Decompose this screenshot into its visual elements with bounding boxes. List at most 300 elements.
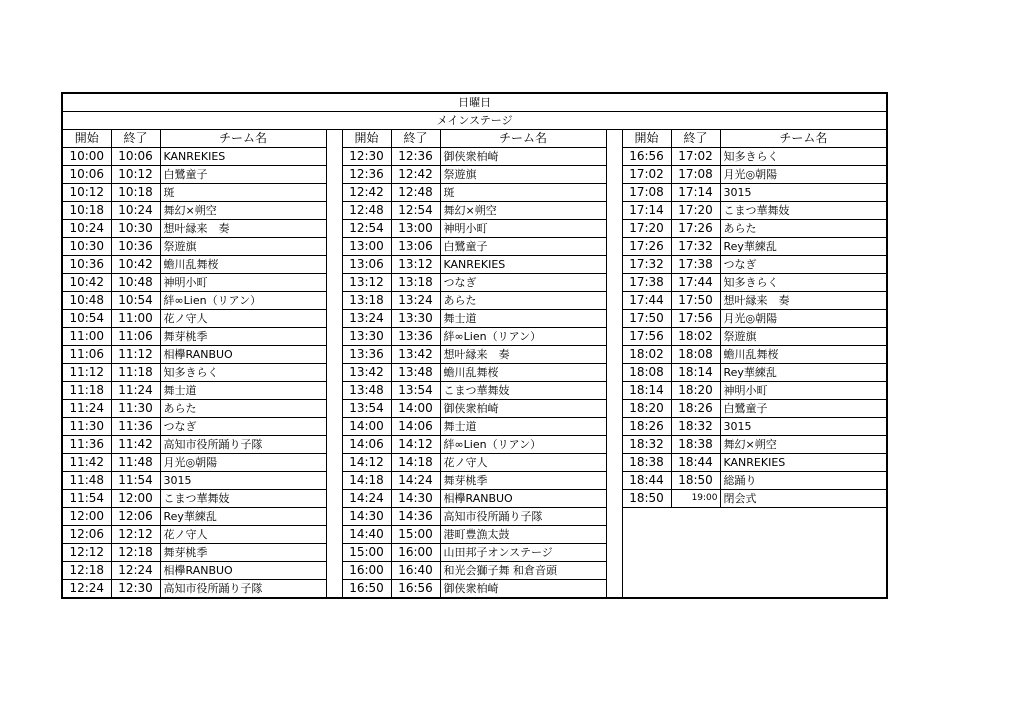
header-end: 終了 (391, 130, 440, 148)
end-time: 11:42 (111, 436, 160, 454)
team-name: こまつ華舞妓 (160, 490, 326, 508)
end-time: 10:42 (111, 256, 160, 274)
team-name: 舞幻×朔空 (720, 436, 887, 454)
start-time: 18:44 (622, 472, 671, 490)
team-name: 舞士道 (160, 382, 326, 400)
column-gap (326, 436, 342, 454)
start-time: 11:06 (62, 346, 111, 364)
team-name: 舞幻×朔空 (440, 202, 606, 220)
end-time: 11:00 (111, 310, 160, 328)
end-time: 18:20 (671, 382, 720, 400)
team-name: 知多きらく (160, 364, 326, 382)
column-gap (326, 256, 342, 274)
end-time: 13:06 (391, 238, 440, 256)
team-name: 相欅RANBUO (160, 346, 326, 364)
start-time: 11:36 (62, 436, 111, 454)
column-gap (326, 328, 342, 346)
end-time: 18:26 (671, 400, 720, 418)
team-name: 御侠衆柏崎 (440, 400, 606, 418)
header-start: 開始 (62, 130, 111, 148)
column-gap (606, 472, 622, 490)
column-gap (606, 418, 622, 436)
team-name: 3015 (720, 184, 887, 202)
start-time: 14:40 (342, 526, 391, 544)
column-gap (606, 148, 622, 166)
empty-cell (622, 562, 887, 580)
start-time: 12:00 (62, 508, 111, 526)
start-time: 10:48 (62, 292, 111, 310)
column-gap (606, 508, 622, 526)
start-time: 17:08 (622, 184, 671, 202)
start-time: 13:48 (342, 382, 391, 400)
start-time: 12:36 (342, 166, 391, 184)
team-name: 白鷺童子 (160, 166, 326, 184)
column-gap (606, 238, 622, 256)
column-gap (606, 328, 622, 346)
table-row (62, 562, 887, 580)
end-time: 14:12 (391, 436, 440, 454)
column-gap (326, 580, 342, 599)
stage-title: メインステージ (62, 112, 887, 130)
team-name: 蟾川乱舞桜 (440, 364, 606, 382)
column-gap (326, 418, 342, 436)
day-title-row (62, 93, 887, 112)
start-time: 17:02 (622, 166, 671, 184)
start-time: 17:38 (622, 274, 671, 292)
start-time: 14:30 (342, 508, 391, 526)
column-gap (326, 454, 342, 472)
column-gap (326, 526, 342, 544)
team-name: KANREKIES (160, 148, 326, 166)
table-row (62, 184, 887, 202)
column-gap (326, 562, 342, 580)
team-name: 想叶縁来 奏 (160, 220, 326, 238)
end-time: 12:42 (391, 166, 440, 184)
end-time: 14:36 (391, 508, 440, 526)
team-name: KANREKIES (440, 256, 606, 274)
table-row (62, 526, 887, 544)
table-row (62, 436, 887, 454)
start-time: 16:56 (622, 148, 671, 166)
start-time: 11:24 (62, 400, 111, 418)
start-time: 14:00 (342, 418, 391, 436)
empty-cell (622, 526, 887, 544)
table-row (62, 166, 887, 184)
team-name: 祭遊旗 (160, 238, 326, 256)
team-name: 和光会獅子舞 和倉音頭 (440, 562, 606, 580)
start-time: 13:42 (342, 364, 391, 382)
team-name: 蟾川乱舞桜 (720, 346, 887, 364)
start-time: 18:14 (622, 382, 671, 400)
start-time: 14:24 (342, 490, 391, 508)
end-time: 13:42 (391, 346, 440, 364)
start-time: 18:38 (622, 454, 671, 472)
team-name: 御侠衆柏崎 (440, 580, 606, 599)
empty-cell (622, 544, 887, 562)
column-gap (606, 166, 622, 184)
column-gap (606, 292, 622, 310)
end-time: 13:12 (391, 256, 440, 274)
start-time: 11:18 (62, 382, 111, 400)
team-name: つなぎ (160, 418, 326, 436)
team-name: 花ノ守人 (440, 454, 606, 472)
start-time: 11:12 (62, 364, 111, 382)
header-team: チーム名 (440, 130, 606, 148)
column-gap (326, 490, 342, 508)
column-gap (326, 220, 342, 238)
team-name: 3015 (720, 418, 887, 436)
start-time: 10:42 (62, 274, 111, 292)
end-time: 11:54 (111, 472, 160, 490)
end-time: 12:48 (391, 184, 440, 202)
start-time: 10:24 (62, 220, 111, 238)
end-time: 17:38 (671, 256, 720, 274)
column-gap (606, 274, 622, 292)
header-team: チーム名 (720, 130, 887, 148)
start-time: 13:06 (342, 256, 391, 274)
team-name: 絆∞Lien（リアン） (160, 292, 326, 310)
start-time: 10:12 (62, 184, 111, 202)
team-name: 知多きらく (720, 274, 887, 292)
end-time: 12:30 (111, 580, 160, 599)
start-time: 12:48 (342, 202, 391, 220)
team-name: 舞士道 (440, 310, 606, 328)
end-time: 13:18 (391, 274, 440, 292)
team-name: 知多きらく (720, 148, 887, 166)
end-time: 17:20 (671, 202, 720, 220)
end-time: 13:54 (391, 382, 440, 400)
header-end: 終了 (671, 130, 720, 148)
start-time: 18:20 (622, 400, 671, 418)
stage-title-row (62, 112, 887, 130)
column-gap (326, 364, 342, 382)
start-time: 14:12 (342, 454, 391, 472)
column-gap (326, 310, 342, 328)
column-gap (326, 166, 342, 184)
end-time: 18:32 (671, 418, 720, 436)
start-time: 10:06 (62, 166, 111, 184)
start-time: 13:30 (342, 328, 391, 346)
team-name: 白鷺童子 (440, 238, 606, 256)
start-time: 11:30 (62, 418, 111, 436)
end-time: 10:48 (111, 274, 160, 292)
team-name: 山田邦子オンステージ (440, 544, 606, 562)
end-time: 17:50 (671, 292, 720, 310)
table-row (62, 346, 887, 364)
team-name: 相欅RANBUO (160, 562, 326, 580)
end-time: 11:30 (111, 400, 160, 418)
end-time: 14:18 (391, 454, 440, 472)
team-name: こまつ華舞妓 (440, 382, 606, 400)
header-start: 開始 (622, 130, 671, 148)
table-row (62, 508, 887, 526)
table-row (62, 382, 887, 400)
end-time: 12:18 (111, 544, 160, 562)
end-time: 17:14 (671, 184, 720, 202)
start-time: 13:18 (342, 292, 391, 310)
team-name: 月光◎朝陽 (720, 166, 887, 184)
column-gap (606, 454, 622, 472)
table-row (62, 148, 887, 166)
team-name: 舞芽桃季 (440, 472, 606, 490)
start-time: 15:00 (342, 544, 391, 562)
end-time: 10:12 (111, 166, 160, 184)
team-name: Rey華練乱 (720, 238, 887, 256)
column-gap (606, 580, 622, 599)
column-gap (326, 238, 342, 256)
team-name: 閉会式 (720, 490, 887, 508)
end-time: 18:14 (671, 364, 720, 382)
end-time: 11:36 (111, 418, 160, 436)
table-row (62, 400, 887, 418)
end-time: 18:38 (671, 436, 720, 454)
end-time: 17:02 (671, 148, 720, 166)
column-gap (606, 364, 622, 382)
start-time: 16:50 (342, 580, 391, 599)
end-time: 19:00 (671, 490, 720, 508)
start-time: 12:54 (342, 220, 391, 238)
team-name: 港町豊漁太鼓 (440, 526, 606, 544)
team-name: 神明小町 (720, 382, 887, 400)
end-time: 15:00 (391, 526, 440, 544)
end-time: 18:02 (671, 328, 720, 346)
end-time: 16:56 (391, 580, 440, 599)
column-gap (326, 292, 342, 310)
team-name: 祭遊旗 (440, 166, 606, 184)
header-team: チーム名 (160, 130, 326, 148)
start-time: 13:24 (342, 310, 391, 328)
table-row (62, 472, 887, 490)
end-time: 17:08 (671, 166, 720, 184)
table-row (62, 328, 887, 346)
column-gap (606, 490, 622, 508)
start-time: 12:06 (62, 526, 111, 544)
team-name: 高知市役所踊り子隊 (160, 580, 326, 599)
start-time: 10:54 (62, 310, 111, 328)
header-start: 開始 (342, 130, 391, 148)
start-time: 12:12 (62, 544, 111, 562)
team-name: こまつ華舞妓 (720, 202, 887, 220)
column-gap (326, 472, 342, 490)
start-time: 12:42 (342, 184, 391, 202)
table-row (62, 454, 887, 472)
start-time: 17:20 (622, 220, 671, 238)
end-time: 10:18 (111, 184, 160, 202)
column-gap (606, 526, 622, 544)
table-row (62, 544, 887, 562)
team-name: 花ノ守人 (160, 310, 326, 328)
table-row (62, 310, 887, 328)
table-row (62, 220, 887, 238)
start-time: 10:18 (62, 202, 111, 220)
end-time: 18:44 (671, 454, 720, 472)
end-time: 17:44 (671, 274, 720, 292)
end-time: 13:48 (391, 364, 440, 382)
table-row (62, 256, 887, 274)
table-row (62, 238, 887, 256)
end-time: 18:08 (671, 346, 720, 364)
table-row (62, 292, 887, 310)
end-time: 17:56 (671, 310, 720, 328)
end-time: 12:24 (111, 562, 160, 580)
column-gap (326, 346, 342, 364)
end-time: 13:24 (391, 292, 440, 310)
column-gap (606, 202, 622, 220)
column-gap (326, 274, 342, 292)
team-name: 舞芽桃季 (160, 544, 326, 562)
column-gap (326, 382, 342, 400)
start-time: 11:00 (62, 328, 111, 346)
end-time: 17:32 (671, 238, 720, 256)
start-time: 14:06 (342, 436, 391, 454)
end-time: 12:36 (391, 148, 440, 166)
team-name: 3015 (160, 472, 326, 490)
end-time: 11:24 (111, 382, 160, 400)
start-time: 18:26 (622, 418, 671, 436)
table-row (62, 418, 887, 436)
start-time: 11:54 (62, 490, 111, 508)
start-time: 13:36 (342, 346, 391, 364)
end-time: 14:06 (391, 418, 440, 436)
column-gap (606, 346, 622, 364)
table-row (62, 490, 887, 508)
empty-cell (622, 508, 887, 526)
start-time: 17:26 (622, 238, 671, 256)
header-row (62, 130, 887, 148)
start-time: 18:02 (622, 346, 671, 364)
end-time: 13:36 (391, 328, 440, 346)
end-time: 10:24 (111, 202, 160, 220)
team-name: KANREKIES (720, 454, 887, 472)
column-gap (326, 184, 342, 202)
column-gap (606, 382, 622, 400)
team-name: つなぎ (720, 256, 887, 274)
column-gap (606, 436, 622, 454)
day-title: 日曜日 (62, 93, 887, 112)
team-name: 想叶縁来 奏 (720, 292, 887, 310)
end-time: 14:00 (391, 400, 440, 418)
empty-cell (622, 580, 887, 599)
column-gap (326, 400, 342, 418)
end-time: 12:12 (111, 526, 160, 544)
table-row (62, 202, 887, 220)
team-name: 花ノ守人 (160, 526, 326, 544)
team-name: 高知市役所踊り子隊 (160, 436, 326, 454)
team-name: 白鷺童子 (720, 400, 887, 418)
column-gap (606, 544, 622, 562)
team-name: つなぎ (440, 274, 606, 292)
column-gap (606, 220, 622, 238)
table-row (62, 580, 887, 599)
team-name: 総踊り (720, 472, 887, 490)
end-time: 10:06 (111, 148, 160, 166)
start-time: 13:54 (342, 400, 391, 418)
team-name: 絆∞Lien（リアン） (440, 328, 606, 346)
team-name: 神明小町 (160, 274, 326, 292)
team-name: Rey華練乱 (160, 508, 326, 526)
end-time: 11:12 (111, 346, 160, 364)
team-name: 斑 (440, 184, 606, 202)
start-time: 17:14 (622, 202, 671, 220)
header-end: 終了 (111, 130, 160, 148)
column-gap (326, 130, 342, 148)
column-gap (606, 256, 622, 274)
column-gap (606, 130, 622, 148)
start-time: 17:50 (622, 310, 671, 328)
start-time: 14:18 (342, 472, 391, 490)
column-gap (326, 148, 342, 166)
end-time: 10:36 (111, 238, 160, 256)
end-time: 13:30 (391, 310, 440, 328)
table-row (62, 364, 887, 382)
end-time: 12:54 (391, 202, 440, 220)
team-name: あらた (720, 220, 887, 238)
team-name: 舞芽桃季 (160, 328, 326, 346)
start-time: 18:50 (622, 490, 671, 508)
end-time: 11:18 (111, 364, 160, 382)
start-time: 10:00 (62, 148, 111, 166)
team-name: 斑 (160, 184, 326, 202)
column-gap (606, 184, 622, 202)
start-time: 12:18 (62, 562, 111, 580)
team-name: 高知市役所踊り子隊 (440, 508, 606, 526)
end-time: 18:50 (671, 472, 720, 490)
column-gap (326, 544, 342, 562)
team-name: 月光◎朝陽 (720, 310, 887, 328)
start-time: 10:30 (62, 238, 111, 256)
team-name: 祭遊旗 (720, 328, 887, 346)
start-time: 12:24 (62, 580, 111, 599)
end-time: 14:30 (391, 490, 440, 508)
start-time: 18:32 (622, 436, 671, 454)
team-name: 神明小町 (440, 220, 606, 238)
team-name: 舞幻×朔空 (160, 202, 326, 220)
end-time: 17:26 (671, 220, 720, 238)
start-time: 17:56 (622, 328, 671, 346)
column-gap (606, 562, 622, 580)
end-time: 11:48 (111, 454, 160, 472)
column-gap (326, 202, 342, 220)
start-time: 18:08 (622, 364, 671, 382)
team-name: あらた (160, 400, 326, 418)
column-gap (606, 400, 622, 418)
team-name: 想叶縁来 奏 (440, 346, 606, 364)
start-time: 10:36 (62, 256, 111, 274)
start-time: 12:30 (342, 148, 391, 166)
team-name: 相欅RANBUO (440, 490, 606, 508)
end-time: 16:00 (391, 544, 440, 562)
team-name: 御侠衆柏崎 (440, 148, 606, 166)
end-time: 12:00 (111, 490, 160, 508)
start-time: 17:32 (622, 256, 671, 274)
team-name: 蟾川乱舞桜 (160, 256, 326, 274)
team-name: Rey華練乱 (720, 364, 887, 382)
table-row (62, 274, 887, 292)
team-name: 月光◎朝陽 (160, 454, 326, 472)
column-gap (326, 508, 342, 526)
end-time: 12:06 (111, 508, 160, 526)
end-time: 14:24 (391, 472, 440, 490)
end-time: 13:00 (391, 220, 440, 238)
end-time: 10:30 (111, 220, 160, 238)
end-time: 10:54 (111, 292, 160, 310)
start-time: 11:42 (62, 454, 111, 472)
team-name: 舞士道 (440, 418, 606, 436)
team-name: 絆∞Lien（リアン） (440, 436, 606, 454)
start-time: 16:00 (342, 562, 391, 580)
start-time: 17:44 (622, 292, 671, 310)
end-time: 16:40 (391, 562, 440, 580)
